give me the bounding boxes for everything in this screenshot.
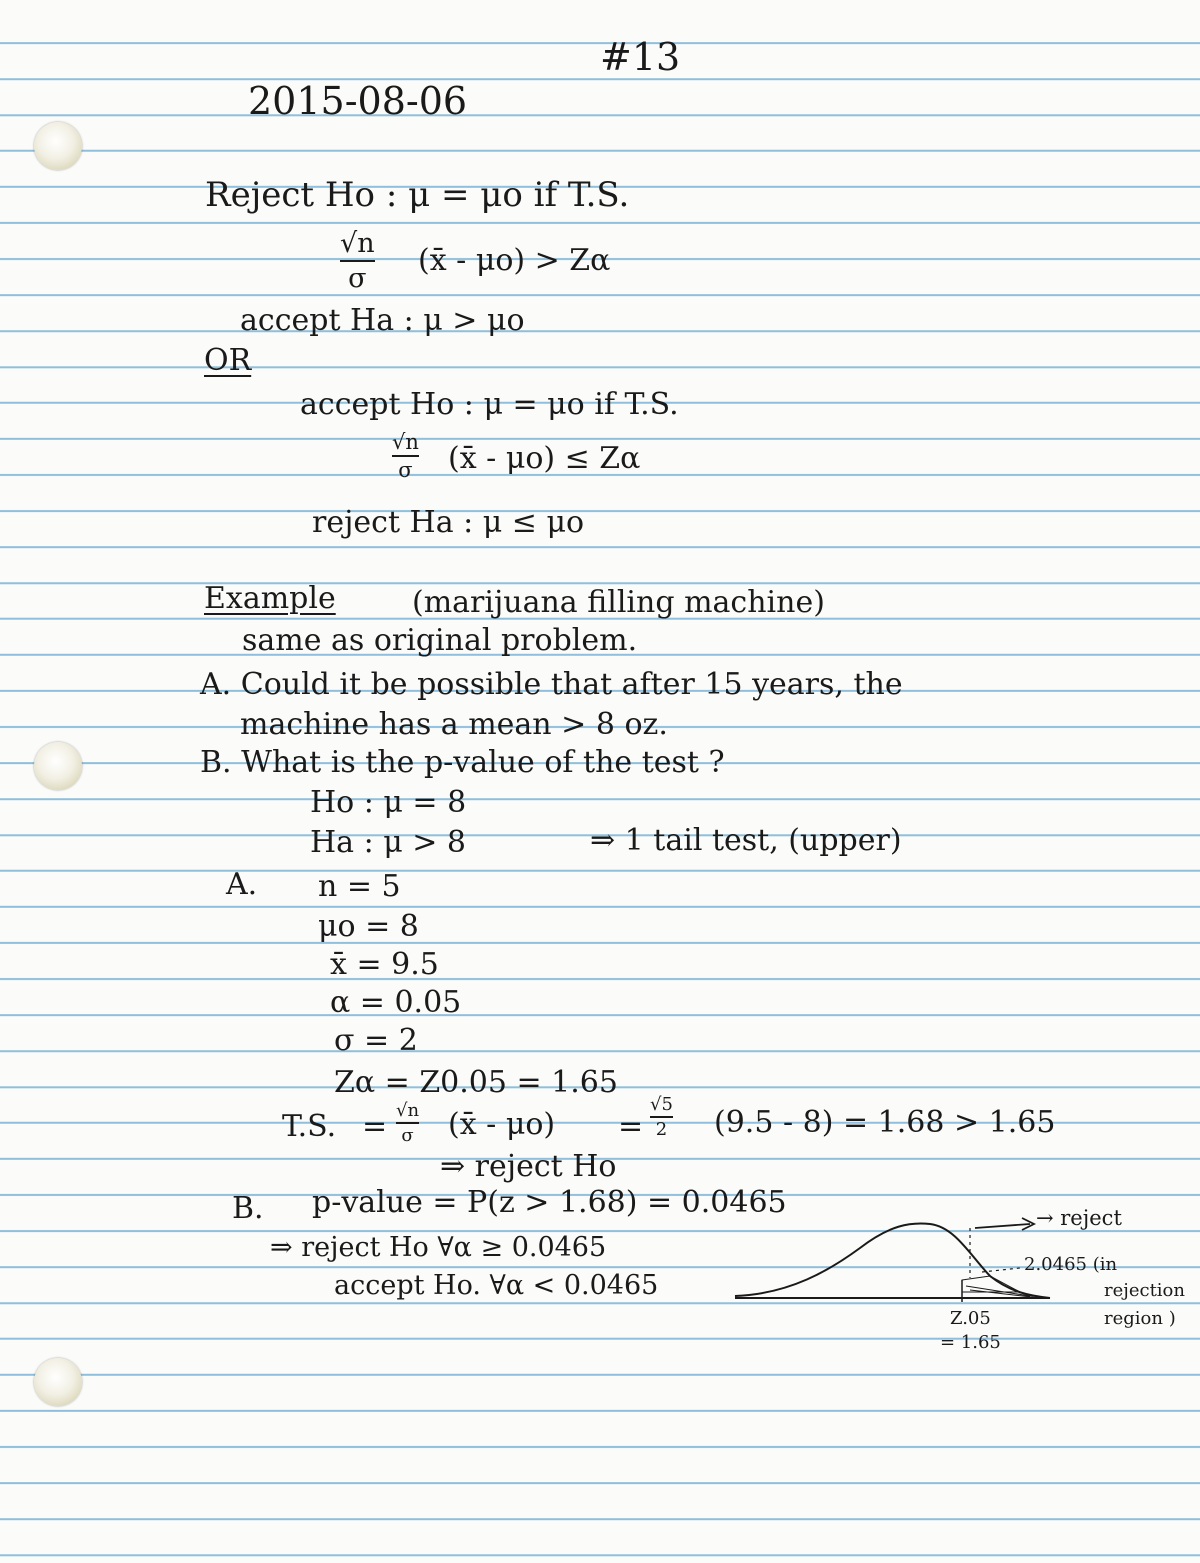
- sqrt-n: √n: [396, 1100, 420, 1121]
- two: 2: [655, 1119, 668, 1140]
- critical-z-label: Z.05: [950, 1308, 991, 1329]
- sample-mean: x̄ = 9.5: [330, 947, 439, 982]
- null-hypothesis: Ho : μ = 8: [310, 785, 467, 820]
- part-a-conclusion: ⇒ reject Ho: [440, 1149, 617, 1184]
- rejection-region-label-1: rejection: [1104, 1280, 1185, 1301]
- sqrt5-over-2-fraction: [650, 1094, 673, 1140]
- punch-hole-top: [34, 122, 82, 170]
- test-statistic-fraction-3: [396, 1100, 419, 1146]
- question-a-line-1: A. Could it be possible that after 15 years, the: [200, 667, 903, 702]
- tail-note: ⇒ 1 tail test, (upper): [590, 823, 902, 858]
- page-number: #13: [600, 35, 681, 79]
- alternative-hypothesis: Ha : μ > 8: [310, 825, 467, 860]
- question-a-line-2: machine has a mean > 8 oz.: [240, 707, 668, 742]
- test-statistic-label: T.S.: [282, 1109, 337, 1144]
- part-a-label: A.: [226, 867, 258, 902]
- p-value-dashes: [982, 1268, 1020, 1272]
- sqrt-n: √n: [392, 430, 419, 454]
- sigma: σ: [348, 263, 367, 294]
- reject-label: → reject: [1036, 1206, 1122, 1230]
- hypothesized-mean: μo = 8: [318, 909, 419, 944]
- punch-hole-middle: [34, 742, 82, 790]
- p-value-label: 2.0465 (in: [1024, 1254, 1118, 1275]
- test-statistic-condition-1: (x̄ - μo) > Zα: [418, 243, 611, 278]
- critical-value: Zα = Z0.05 = 1.65: [334, 1065, 618, 1100]
- or-label: OR: [204, 343, 252, 378]
- accept-ha-rule: accept Ha : μ > μo: [240, 303, 525, 338]
- critical-z-value: = 1.65: [940, 1332, 1001, 1353]
- reject-ha-rule: reject Ha : μ ≤ μo: [312, 505, 585, 540]
- punch-hole-bottom: [34, 1358, 82, 1406]
- test-statistic-fraction-2: [392, 430, 419, 482]
- example-label: Example: [204, 581, 336, 616]
- page-date: 2015-08-06: [248, 79, 468, 123]
- significance-level: α = 0.05: [330, 985, 462, 1020]
- sigma: σ: [401, 1125, 414, 1146]
- equals-sign-1: =: [362, 1109, 388, 1144]
- accept-rule: accept Ho. ∀α < 0.0465: [334, 1270, 659, 1301]
- sample-size: n = 5: [318, 869, 401, 904]
- sigma: σ: [398, 458, 413, 482]
- equals-sign-2: =: [618, 1109, 644, 1144]
- normal-curve: [735, 1223, 1050, 1298]
- reject-rule: ⇒ reject Ho ∀α ≥ 0.0465: [270, 1232, 607, 1263]
- question-b: B. What is the p-value of the test ?: [200, 745, 725, 780]
- example-subtitle: same as original problem.: [242, 623, 638, 658]
- reject-h0-rule: Reject Ho : μ = μo if T.S.: [205, 175, 630, 215]
- part-b-label: B.: [232, 1191, 264, 1226]
- accept-h0-rule: accept Ho : μ = μo if T.S.: [300, 387, 679, 422]
- reject-arrow: [975, 1224, 1030, 1228]
- test-statistic-value: (9.5 - 8) = 1.68 > 1.65: [714, 1105, 1056, 1140]
- sqrt-5: √5: [650, 1094, 673, 1115]
- rejection-region-label-2: region ): [1104, 1308, 1176, 1329]
- test-statistic-fraction-1: [340, 228, 375, 294]
- test-statistic-condition-2: (x̄ - μo) ≤ Zα: [448, 441, 641, 476]
- sqrt-n: √n: [340, 228, 375, 259]
- test-statistic-expression: (x̄ - μo): [448, 1107, 556, 1142]
- std-deviation: σ = 2: [334, 1023, 418, 1058]
- example-title: (marijuana filling machine): [412, 585, 825, 620]
- p-value-calculation: p-value = P(z > 1.68) = 0.0465: [312, 1185, 787, 1220]
